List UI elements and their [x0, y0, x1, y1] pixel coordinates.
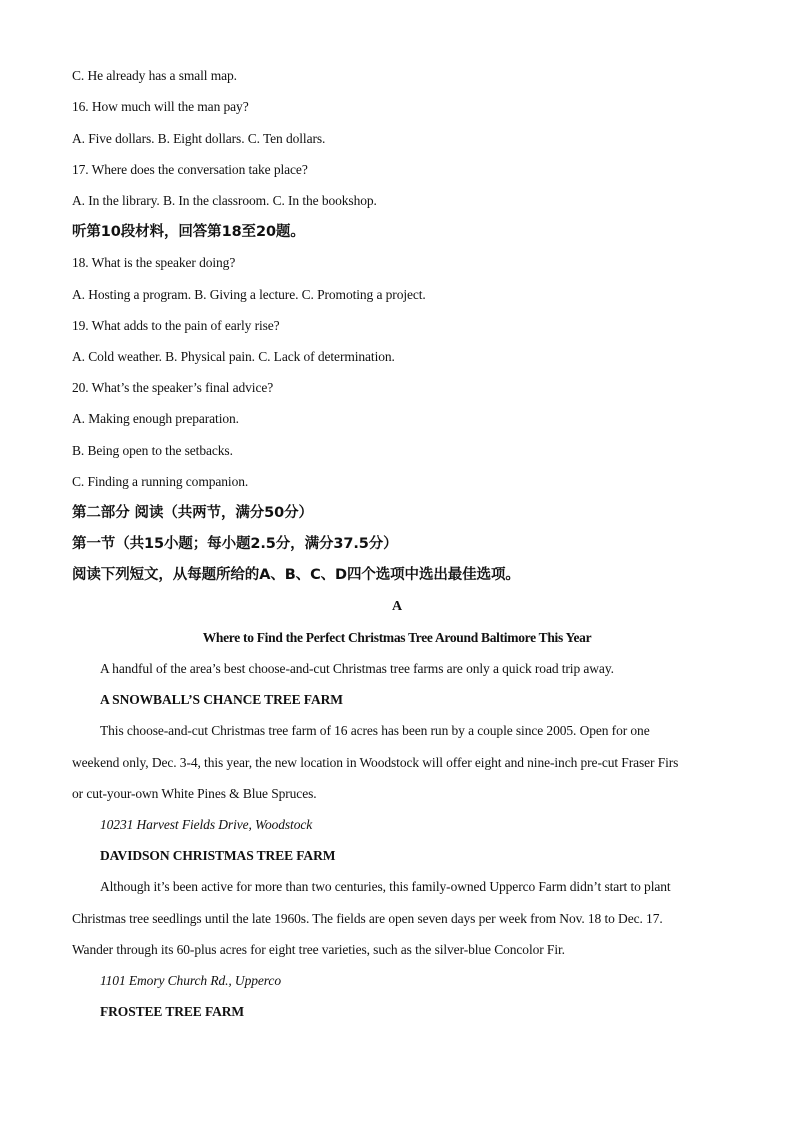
q17-question: 17. Where does the conversation take place?: [72, 162, 308, 177]
q20-option-a: A. Making enough preparation.: [72, 411, 239, 426]
farm1-text-line-3: or cut-your-own White Pines & Blue Spruces.: [72, 786, 317, 801]
farm2-name: DAVIDSON CHRISTMAS TREE FARM: [100, 848, 336, 863]
farm1-address: 10231 Harvest Fields Drive, Woodstock: [100, 817, 313, 832]
q18-question: 18. What is the speaker doing?: [72, 255, 236, 270]
q20-option-b: B. Being open to the setbacks.: [72, 443, 233, 458]
farm2-address: 1101 Emory Church Rd., Upperco: [100, 973, 281, 988]
q20-question: 20. What’s the speaker’s final advice?: [72, 380, 274, 395]
q20-option-c: C. Finding a running companion.: [72, 474, 249, 489]
farm1-text-line-2: weekend only, Dec. 3-4, this year, the new location in Woodstock will offer eight and nine-inch pre-cut Fraser Firs: [72, 755, 679, 770]
q19-question: 19. What adds to the pain of early rise?: [72, 318, 280, 333]
farm2-text-line-1: Although it’s been active for more than two centuries, this family-owned Upperco Farm didn’t start to plant: [100, 879, 671, 894]
farm1-text-line-1: This choose-and-cut Christmas tree farm of 16 acres has been run by a couple since 2005. Open for one: [100, 723, 650, 738]
q19-options: A. Cold weather. B. Physical pain. C. Lack of determination.: [72, 349, 395, 364]
farm1-name: A SNOWBALL’S CHANCE TREE FARM: [100, 692, 343, 707]
q17-options: A. In the library. B. In the classroom. C. In the bookshop.: [72, 193, 377, 208]
farm2-text-line-3: Wander through its 60-plus acres for eight tree varieties, such as the silver-blue Concolor Fir.: [72, 942, 565, 957]
passage-intro: A handful of the area’s best choose-and-cut Christmas tree farms are only a quick road trip away.: [100, 661, 614, 676]
passage-letter: A: [391, 599, 402, 614]
reading-instruction: 阅读下列短文，从每题所给的A、B、C、D四个选项中选出最佳选项。: [72, 567, 520, 583]
q18-options: A. Hosting a program. B. Giving a lecture. C. Promoting a project.: [72, 287, 426, 302]
farm2-text-line-2: Christmas tree seedlings until the late 1960s. The fields are open seven days per week from Nov. 18 to Dec. 17.: [72, 911, 663, 926]
part2-heading: 第二部分 阅读（共两节，满分50分）: [72, 505, 313, 521]
passage-title: Where to Find the Perfect Christmas Tree Around Baltimore This Year: [202, 630, 592, 645]
q15-option-c: C. He already has a small map.: [72, 68, 237, 83]
section1-heading: 第一节（共15小题；每小题2.5分，满分37.5分）: [72, 536, 398, 552]
q16-options: A. Five dollars. B. Eight dollars. C. Ten dollars.: [72, 131, 326, 146]
q16-question: 16. How much will the man pay?: [72, 99, 249, 114]
section10-instruction: 听第10段材料，回答第18至20题。: [72, 224, 305, 240]
farm3-name: FROSTEE TREE FARM: [100, 1004, 245, 1019]
